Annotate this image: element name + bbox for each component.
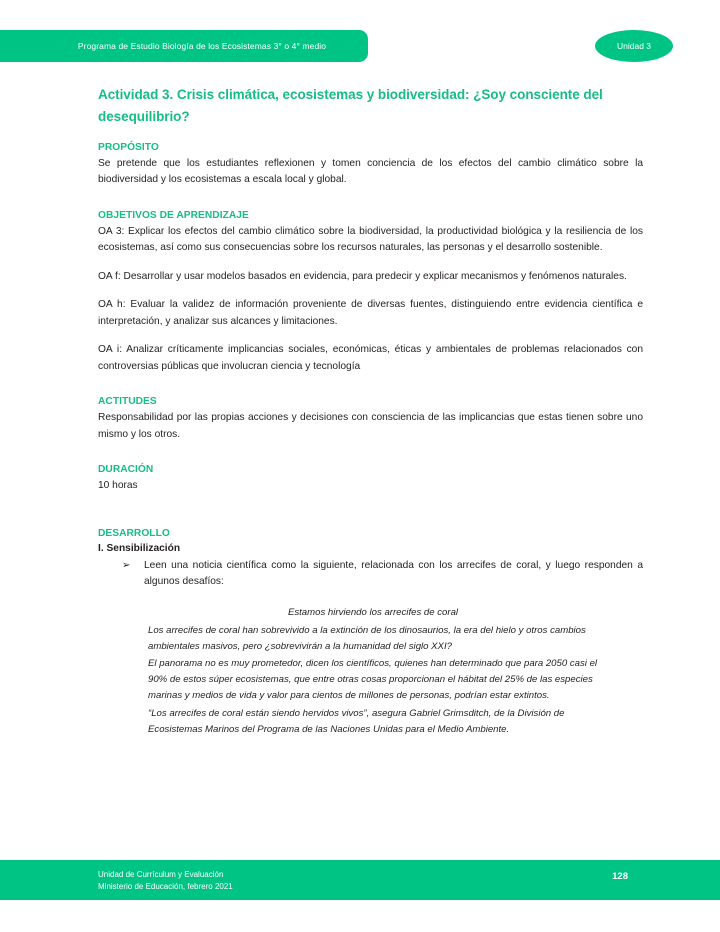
footer-credit-line-1: Unidad de Currículum y Evaluación bbox=[98, 870, 224, 879]
objetivo-oaf-text: OA f: Desarrollar y usar modelos basados en evidencia, para predecir y explicar mecanismos y fenómenos naturales. bbox=[98, 270, 627, 282]
document-content bbox=[98, 84, 643, 738]
news-excerpt-paragraph-2: El panorama no es muy prometedor, dicen los científicos, quienes han determinado que para 2050 casi el 90% de estos súper ecosistemas, que entre otras cosas proporcionan el hábitat del 25% de las especies marinas y medios de vida y valor para cientos de millones de personas, podrían estar extintos. bbox=[148, 658, 598, 702]
actitudes-text: Responsabilidad por las propias acciones y decisiones con consciencia de las implicancias que estas tienen sobre uno mismo y los otros. bbox=[98, 412, 643, 440]
subsection-heading-sensibilizacion: I. Sensibilización bbox=[98, 542, 181, 554]
footer-credit-line-2: Ministerio de Educación, febrero 2021 bbox=[98, 882, 233, 891]
section-heading-actitudes: ACTITUDES bbox=[98, 396, 157, 408]
spacer bbox=[98, 495, 643, 528]
list-item-label: Leen una noticia científica como la siguiente, relacionada con los arrecifes de coral, y luego responden a algunos desafíos: bbox=[144, 559, 643, 588]
arrow-bullet-icon: ➢ bbox=[122, 559, 131, 571]
section-heading-duracion: DURACIÓN bbox=[98, 464, 154, 476]
news-excerpt-paragraph-3: “Los arrecifes de coral están siendo hervidos vivos”, asegura Gabriel Grimsditch, de la División de Ecosistemas Marinos del Programa de las Naciones Unidas para el Medio Ambiente. bbox=[148, 707, 565, 735]
list-item bbox=[122, 558, 643, 591]
duracion-text: 10 horas bbox=[98, 480, 138, 492]
spacer bbox=[98, 387, 643, 396]
news-excerpt-paragraph-1: Los arrecifes de coral han sobrevivido a la extinción de los dinosaurios, la era del hielo y otros cambios ambientales masivos, pero ¿sobrevivirán a la humanidad del siglo XXI? bbox=[148, 625, 586, 653]
page-footer bbox=[0, 860, 720, 900]
program-label-bar bbox=[0, 30, 368, 62]
section-heading-proposito: PROPÓSITO bbox=[98, 141, 159, 153]
section-heading-desarrollo: DESARROLLO bbox=[98, 527, 170, 539]
news-excerpt-title: Estamos hirviendo los arrecifes de coral bbox=[287, 606, 459, 618]
spacer bbox=[98, 201, 643, 210]
proposito-text: Se pretende que los estudiantes reflexionen y tomen conciencia de los efectos del cambio climático sobre la biodiversidad y los ecosistemas a escala local y global. bbox=[98, 157, 643, 186]
section-heading-objetivos: OBJETIVOS DE APRENDIZAJE bbox=[98, 209, 249, 221]
page-title: Actividad 3. Crisis climática, ecosistemas y biodiversidad: ¿Soy consciente del desequilibrio? bbox=[98, 87, 603, 124]
footer-credits bbox=[98, 869, 233, 893]
program-label-text: Programa de Estudio Biología de los Ecosistemas 3° o 4° medio bbox=[77, 41, 327, 51]
objetivo-oa3-text: OA 3: Explicar los efectos del cambio climático sobre la biodiversidad, la productividad biológica y la resiliencia de los ecosistemas, así como sus consecuencias sobre los recursos naturales, las personas y el desarrollo sostenible. bbox=[98, 225, 643, 254]
objetivo-oai-text: OA i: Analizar críticamente implicancias sociales, económicas, éticas y ambientales de problemas relacionados con controversias públicas que involucran ciencia y tecnología bbox=[98, 344, 643, 372]
page-header bbox=[0, 30, 720, 62]
page-number: 128 bbox=[612, 871, 628, 882]
objetivo-oah-text: OA h: Evaluar la validez de información proveniente de diversas fuentes, distinguiendo entre evidencia científica e interpretación, y analizar sus alcances y limitaciones. bbox=[98, 299, 643, 327]
unit-badge-label: Unidad 3 bbox=[616, 41, 652, 51]
unit-badge bbox=[595, 30, 673, 62]
news-excerpt-block bbox=[148, 605, 598, 738]
spacer bbox=[98, 455, 643, 464]
